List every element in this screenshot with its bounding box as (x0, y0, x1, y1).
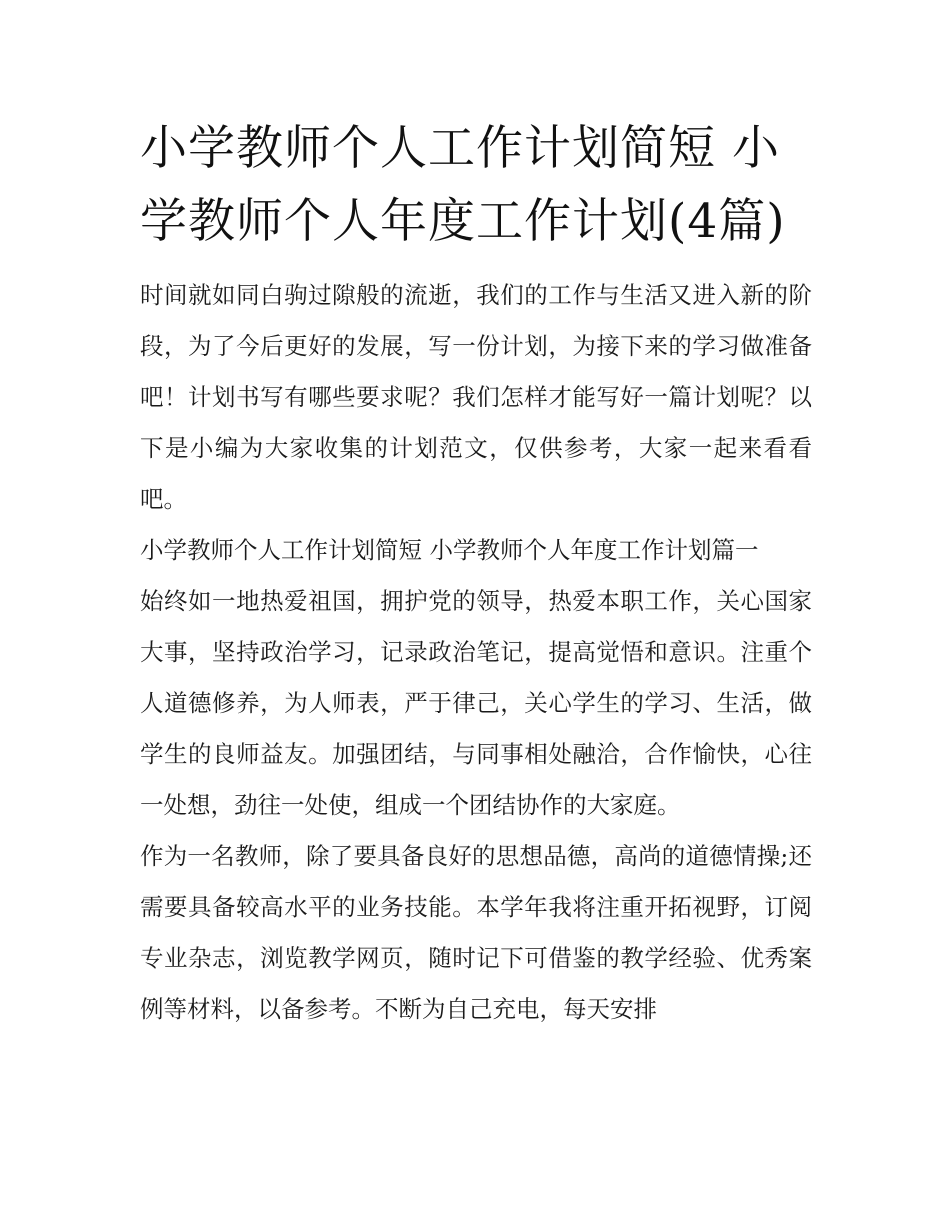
intro-paragraph: 时间就如同白驹过隙般的流逝，我们的工作与生活又进入新的阶段，为了今后更好的发展，写一份计划，为接下来的学习做准备吧！计划书写有哪些要求呢？我们怎样才能写好一篇计划呢？以下是小编为大家收集的计划范文，仅供参考，大家一起来看看吧。 (140, 281, 812, 513)
body-paragraph-1: 始终如一地热爱祖国，拥护党的领导，热爱本职工作，关心国家大事，坚持政治学习，记录政治笔记，提高觉悟和意识。注重个人道德修养，为人师表，严于律己，关心学生的学习、生活，做学生的良师益友。加强团结，与同事相处融洽，合作愉快，心往一处想，劲往一处使，组成一个团结协作的大家庭。 (140, 587, 812, 819)
section-heading: 小学教师个人工作计划简短 小学教师个人年度工作计划篇一 (140, 536, 759, 564)
body-paragraph-2: 作为一名教师，除了要具备良好的思想品德，高尚的道德情操;还需要具备较高水平的业务技能。本学年我将注重开拓视野，订阅专业杂志，浏览教学网页，随时记下可借鉴的教学经验、优秀案例等材料，以备参考。不断为自己充电，每天安排 (140, 842, 812, 1023)
document-title: 小学教师个人工作计划简短 小学教师个人年度工作计划(4篇) (140, 121, 786, 249)
document-body (140, 112, 812, 1035)
